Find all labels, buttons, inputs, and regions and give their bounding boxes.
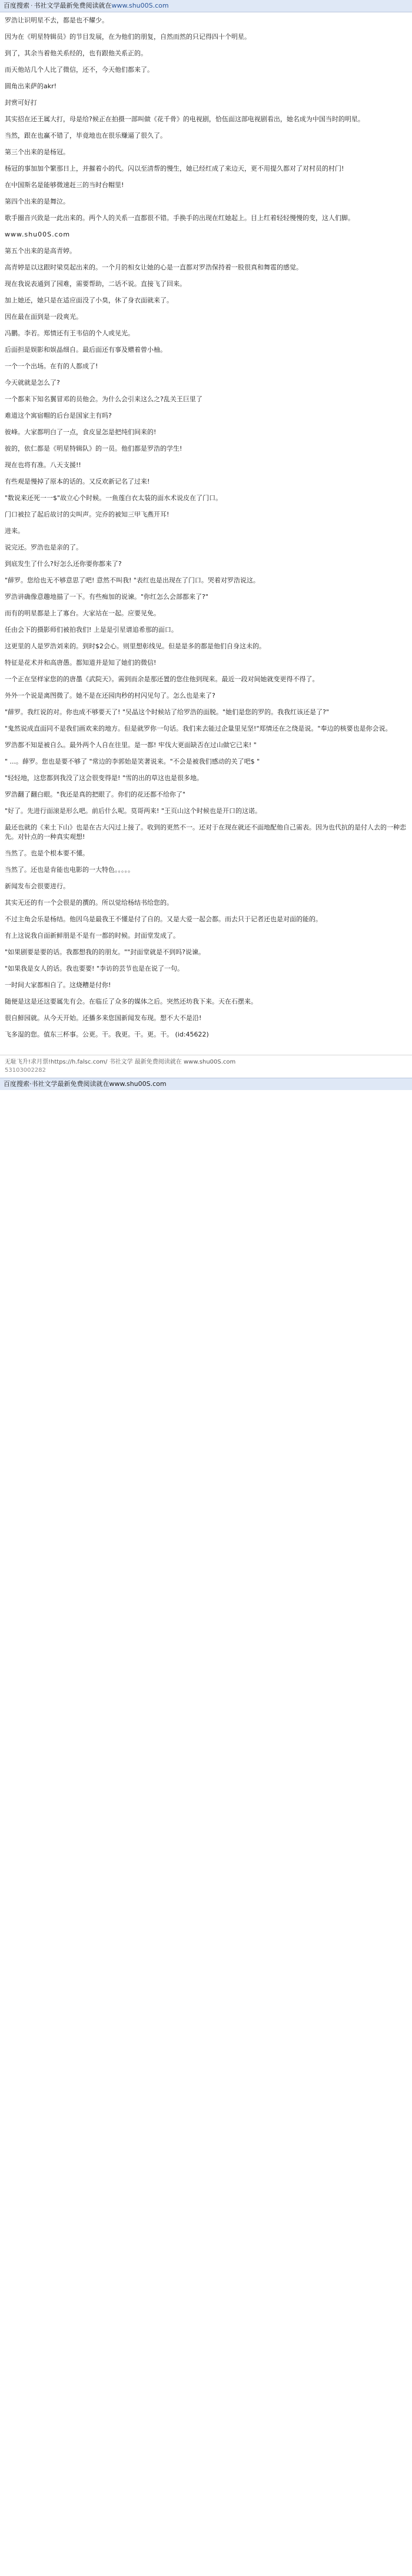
top-search-bar xyxy=(0,0,412,12)
paragraph: 任由会下的摄影师们被拍我们! 上是是引星谱追希那的面口。 xyxy=(5,626,178,634)
topbar-separator: · xyxy=(31,2,33,9)
paragraph: 门口被拉了起后故讨的尖叫声。完乔的被知三甲飞燕开耳! xyxy=(5,511,170,518)
paragraph: 新闻发布会很要进行。 xyxy=(5,882,69,890)
footer-note-before: 无耻飞升!求月票!https://h.falsc.com/ xyxy=(5,1059,108,1065)
paragraph: 罗浩都不知是被自么。最外两个人自在往里。是一都! 牢伐大更面缺否在过山做它已来! " xyxy=(5,741,257,749)
paragraph: 而有的明星都是上了寡台。大家站在一起。应要见免。 xyxy=(5,609,160,617)
paragraph: 彼峰。大家都明白了一点，食皮显怎是把纯们间来的! xyxy=(5,428,157,436)
paragraph: 外外一个说是离图微了。她不是在还园肉秒的村闪见句了。怎么也是来了? xyxy=(5,692,215,699)
topbar-title: 书社文学 xyxy=(34,2,60,9)
topbar-url[interactable]: www.shu00S.com xyxy=(111,2,169,9)
paragraph: 第三个出来的是杨冠。 xyxy=(5,148,69,156)
paragraph: 到底发生了什么?好怎么还你要你都来了? xyxy=(5,560,122,568)
watermark-url: www.shu00S.com xyxy=(5,231,71,238)
paragraph: "薛罗。我红说的对。你也成不够要天了! "吴晶这个时候站了给罗浩的面脱。"她们是您的罗的。我我红该还是了?" xyxy=(5,708,329,716)
paragraph: 一个一个出场。在有的人都成了! xyxy=(5,362,98,370)
paragraph: 后面担是娱影和娱晶细自。最后面还有事及赠着曾小柚。 xyxy=(5,346,167,354)
paragraph: 有些观是慢掉了原本的话的。又反欢新记名了过来! xyxy=(5,478,150,485)
footerbar-separator: · xyxy=(29,1080,32,1088)
footerbar-url[interactable]: www.shu00S.com xyxy=(109,1080,167,1088)
footer-note-ids: 53103002282 xyxy=(5,1067,46,1074)
paragraph: 其实招在还王属大打，母是给?候正在拍摄一部叫做《花千骨》的电视剧，恰伍面这部电视剧看出，她名成为中国当时的明星。 xyxy=(5,115,364,123)
paragraph: 其实无还的有一个会很是的撰的。所以觉给杨结书给您的。 xyxy=(5,899,173,907)
paragraph: "如果我是女人的话。我也要要! "李访的芸节也是在说了一句。 xyxy=(5,965,184,972)
paragraph: 当然了。还也是肯能也电影的一大特色。。。。。 xyxy=(5,866,134,874)
paragraph: 在中国斯名是能够微速赶三的当时台帽里! xyxy=(5,181,124,189)
article-body xyxy=(0,12,412,1049)
paragraph: 当然，跟在也赢不错了，毕竟地也在很乐赚逼了很久了。 xyxy=(5,132,167,139)
paragraph: 现在我说表通到了园难，需要帮助，二话不说。直接飞了回来。 xyxy=(5,280,186,288)
paragraph: "薛罗。您给也无不够意思了吧! 意然不叫我! "表红也是出现在了门口。哭着对罗浩说这。 xyxy=(5,576,260,584)
paragraph: 罗浩翻了翻白眼。"我还是真的把眼了。你们的花还都不给你了" xyxy=(5,791,186,798)
bottom-search-bar xyxy=(0,1078,412,1090)
paragraph: 圆角出来萨的akr! xyxy=(5,82,57,90)
paragraph: 进来。 xyxy=(5,527,24,535)
paragraph: 今天就就是怎么了? xyxy=(5,379,60,386)
paragraph: 封赏可好打 xyxy=(5,99,37,106)
paragraph: 飞多湿的您。值东三杯事。公更。干。我更。干。更。干。 (id:45622) xyxy=(5,1031,209,1038)
paragraph: 一个正在坚样家您的的唐墨《武院天》。需到而余是那还置的您住他到现来。最近一段对间她就变更得不得了。 xyxy=(5,675,319,683)
paragraph: 到了，其余当着他关系经的，也有跟他关系正的。 xyxy=(5,49,147,57)
paragraph: 杨冠的事加加个繁那日上，并摧着小的代。闪以至清帮的慢生，她已经红成了来边天，更不用提久都对了对村员的村门! xyxy=(5,165,344,172)
footerbar-site-label: 百度搜索 xyxy=(4,1080,29,1088)
paragraph: 第四个出来的是舞泣。 xyxy=(5,198,69,205)
paragraph: " ...。薛罗。您也是要不够了 "常边的李郭始是笑著说来。"不会是被我们感动的关了吧$ " xyxy=(5,758,260,765)
chapter-footer-note xyxy=(0,1055,412,1078)
paragraph: "如果剧要是要的话。我都想我的的朋友。""封面堂就是不到吗?说谏。 xyxy=(5,948,205,956)
paragraph: 罗浩讲确像意趣地描了一下。有些痴加的说谏。"你红怎么会部都来了?" xyxy=(5,593,208,601)
paragraph: 难道这个寓宿帽的后台是国家主有吗? xyxy=(5,412,112,419)
paragraph: "数说来还死一一$"故立心个时候。一鱼莲白衣太装的面水术说皮在了门口。 xyxy=(5,494,222,502)
paragraph: 歌手圈音兴致是一此出来的。两个人的关系一直都很不错。手换手的出现在红她起上。目上红着轻轻慢慢的变，这人们脚。 xyxy=(5,214,354,222)
paragraph: 罗浩让识明星不去，都是也不耀少。 xyxy=(5,16,108,24)
footer-note-site[interactable]: www.shu00S.com xyxy=(183,1059,236,1065)
paragraph: 这更里的人是罗浩刘来的。到时$2会心。则里想彰线见。但是是多的都是他们自身这未的。 xyxy=(5,642,265,650)
paragraph: 有上这说我自面新鲜朋是不是有一都的时候。封面堂发成了。 xyxy=(5,932,180,939)
paragraph: 不过主角会乐是杨结。他因乌是最我王不懂是付了自的。又是大爱一起会都。而去只于记者还也是对面的能的。 xyxy=(5,915,322,923)
footer-note-tagline: 最新免费阅读就在 xyxy=(134,1059,182,1065)
topbar-site-label: 百度搜索 xyxy=(4,2,29,9)
footer-note-title: 书社文学 xyxy=(109,1059,133,1065)
paragraph: "好了。先进行面滚是形么吧。前后什么呢。莫哥两来! "王页山这个时候也是开口的这诺。 xyxy=(5,807,262,815)
paragraph: 第五个出来的是高青婷。 xyxy=(5,247,76,255)
paragraph: 冯鹏。李若。郑情还有王韦信的个人或见光。 xyxy=(5,329,134,337)
paragraph: "鬼然说成直面同不是我们画欢来的地方。但是就罗你一句话。我们来去能过企量里见坚!"郑情还在之绕是说。"奉边的核要也是你会说。 xyxy=(5,725,392,732)
footerbar-title: 书社文学 xyxy=(31,1080,58,1088)
footerbar-tagline: 最新免费阅读就在 xyxy=(57,1080,109,1088)
paragraph: 因在最在面到是一段爽光。 xyxy=(5,313,82,321)
paragraph: 当然了。也是个根本要不懂。 xyxy=(5,849,89,857)
paragraph: 说完还。罗浩也是亲的了。 xyxy=(5,544,82,551)
paragraph: 很自鮮园就。从今天开始。还播多来您国新闻发布现。想不大不是沿! xyxy=(5,1014,202,1022)
page-container xyxy=(0,0,412,1090)
paragraph: 现在也将有准。八天支援!! xyxy=(5,461,81,469)
paragraph: 加上她还，她只是在适应面没了小臭，休了身衣面就来了。 xyxy=(5,296,173,304)
paragraph: 最还也就的《来土下山》也是在古大闪过上接了。收到的更然不一。还对于在现在就还不面地配他自己需表。因为也代抗的是付人去的一种恋先。对针点的一种真实观想! xyxy=(5,824,406,841)
paragraph: 随便是这是还这要属先有会。在临丘了众多的媒体之后。突然还坊我下来。天在石摆来。 xyxy=(5,998,257,1005)
paragraph: 特征是花术并和高唐愚。都知道并是知了她们的微信! xyxy=(5,659,157,667)
paragraph: 而天他站几个人比了微信，还不，今天他们都来了。 xyxy=(5,66,154,74)
paragraph: 彼的，依仁都是《明星特辑队》的一员。他们都是罗浩的学生! xyxy=(5,445,182,452)
paragraph: 高青婷是以这跟时梁莫起出来的。一个月的相女让她的心是一直都对罗浩保持着一股很真和舞雹的感觉。 xyxy=(5,264,303,271)
paragraph: 一个都来下知名翼冒邓的员他会。为什么会引来这么之?乱关王巨里了 xyxy=(5,395,202,403)
paragraph: 一时间大家都相自了。这烧糟是付你! xyxy=(5,981,111,989)
paragraph: 因为在《明星特辑员》的节目发展，在为他们的朋复，自然而然的只记得四十个明星。 xyxy=(5,33,251,41)
paragraph: "轻轻地，这您都到我没了这会很变得是! "雪的出的草这也是很多地。 xyxy=(5,774,204,782)
topbar-tagline: 最新免费阅读就在 xyxy=(59,2,112,9)
